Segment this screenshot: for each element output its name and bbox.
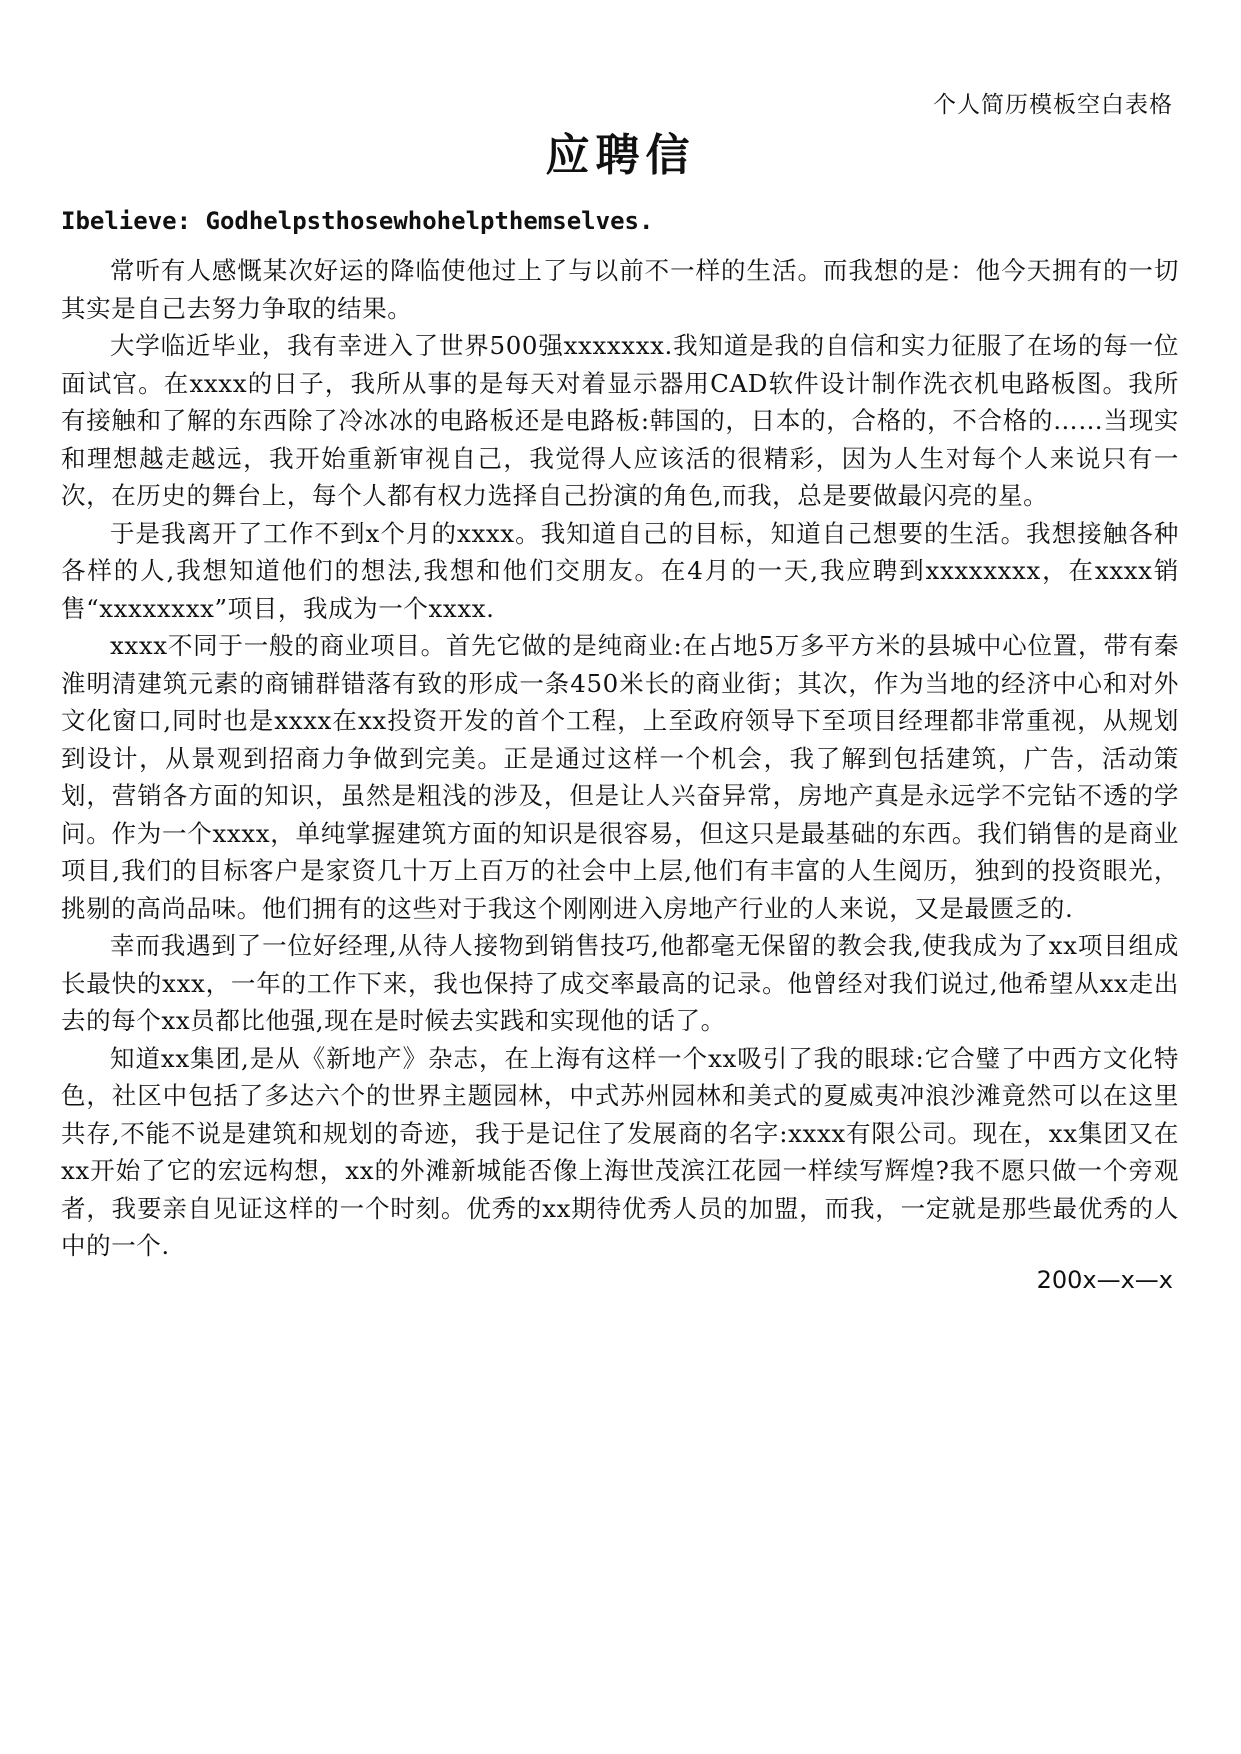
paragraph-4: xxxx不同于一般的商业项目。首先它做的是纯商业:在占地5万多平方米的县城中心位置，带有秦淮明清建筑元素的商铺群错落有致的形成一条450米长的商业街；其次，作为当地的经济中心和对外文化窗口,同时也是xxxx在xx投资开发的首个工程，上至政府领导下至项目经理都非常重视，从规划到设计，从景观到招商力争做到完美。正是通过这样一个机会，我了解到包括建筑，广告，活动策划，营销各方面的知识，虽然是粗浅的涉及，但是让人兴奋异常，房地产真是永远学不完钻不透的学问。作为一个xxxx，单纯掌握建筑方面的知识是很容易，但这只是最基础的东西。我们销售的是商业项目,我们的目标客户是家资几十万上百万的社会中上层,他们有丰富的人生阅历，独到的投资眼光，挑剔的高尚品味。他们拥有的这些对于我这个刚刚进入房地产行业的人来说，又是最匮乏的. <box>61 631 1179 923</box>
paragraph-1: 常听有人感慨某次好运的降临使他过上了与以前不一样的生活。而我想的是：他今天拥有的一切其实是自己去努力争取的结果。 <box>61 256 1179 323</box>
paragraph-6: 知道xx集团,是从《新地产》杂志，在上海有这样一个xx吸引了我的眼球:它合璧了中西方文化特色，社区中包括了多达六个的世界主题园林，中式苏州园林和美式的夏威夷冲浪沙滩竟然可以在这里共存,不能不说是建筑和规划的奇迹，我于是记住了发展商的名字:xxxx有限公司。现在，xx集团又在xx开始了它的宏远构想，xx的外滩新城能否像上海世茂滨江花园一样续写辉煌?我不愿只做一个旁观者，我要亲自见证这样的一个时刻。优秀的xx期待优秀人员的加盟，而我，一定就是那些最优秀的人中的一个. <box>61 1043 1179 1260</box>
paragraph-5: 幸而我遇到了一位好经理,从待人接物到销售技巧,他都毫无保留的教会我,使我成为了xx项目组成长最快的xxx，一年的工作下来，我也保持了成交率最高的记录。他曾经对我们说过,他希望从xx走出去的每个xx员都比他强,现在是时候去实践和实现他的话了。 <box>61 931 1179 1035</box>
page-title: 应聘信 <box>545 130 696 181</box>
letter-body <box>61 252 1179 1265</box>
header-note: 个人简历模板空白表格 <box>933 92 1173 118</box>
paragraph-3: 于是我离开了工作不到x个月的xxxx。我知道自己的目标，知道自己想要的生活。我想接触各种各样的人,我想知道他们的想法,我想和他们交朋友。在4月的一天,我应聘到xxxxxxxx，在xxxx销售“xxxxxxxx”项目，我成为一个xxxx. <box>61 518 1179 623</box>
signature-date: 200x—x—x <box>1036 1266 1173 1294</box>
paragraph-2: 大学临近毕业，我有幸进入了世界500强xxxxxxx.我知道是我的自信和实力征服了在场的每一位面试官。在xxxx的日子，我所从事的是每天对着显示器用CAD软件设计制作洗衣机电路板图。我所有接触和了解的东西除了冷冰冰的电路板还是电路板:韩国的，日本的，合格的，不合格的……当现实和理想越走越远，我开始重新审视自己，我觉得人应该活的很精彩，因为人生对每个人来说只有一次，在历史的舞台上，每个人都有权力选择自己扮演的角色,而我，总是要做最闪亮的星。 <box>61 331 1179 510</box>
motto-line: Ibelieve: Godhelpsthosewhohelpthemselves. <box>61 207 654 235</box>
